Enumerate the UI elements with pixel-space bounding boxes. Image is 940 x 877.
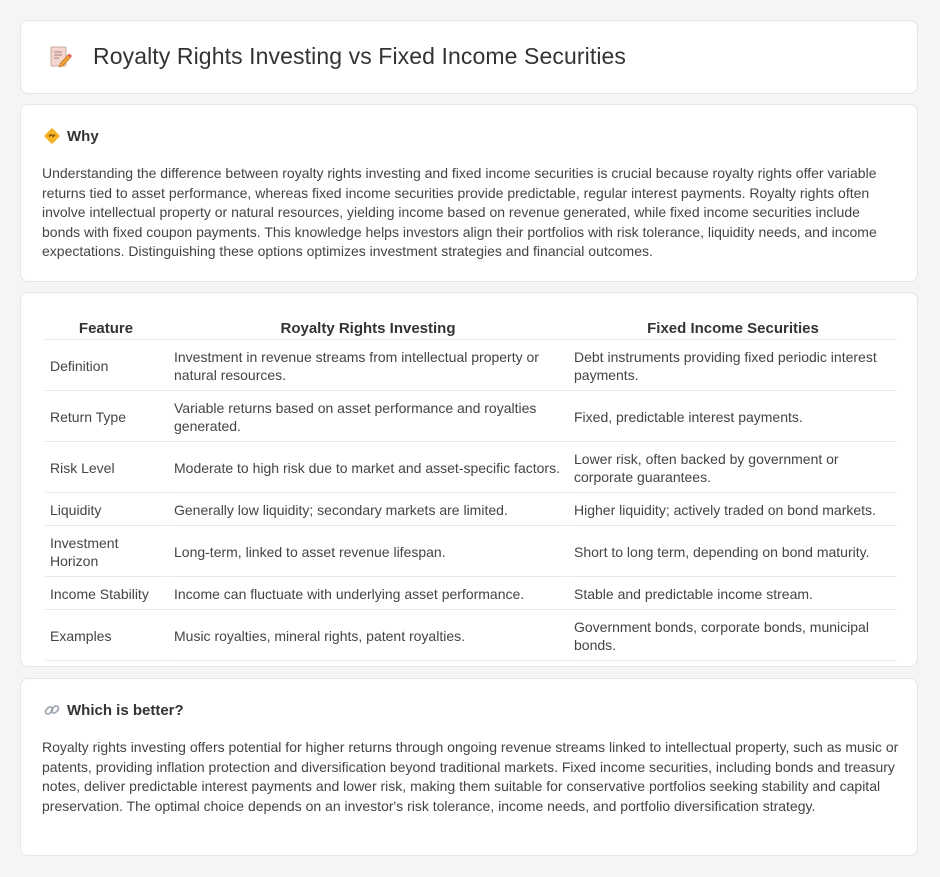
feature-cell: Return Type xyxy=(45,393,167,442)
fixed-income-cell: Higher liquidity; actively traded on bond markets. xyxy=(569,495,897,526)
fixed-income-cell: Debt instruments providing fixed periodic interest payments. xyxy=(569,342,897,391)
why-text: Understanding the difference between royalty rights investing and fixed income securities is crucial because royalty rights offer variable returns tied to asset performance, whereas fixed income securities provide predictable, regular interest payments. Royalty rights often involve intellectual property or natural resources, yielding income based on revenue generated, while fixed income securities include bonds with fixed coupon payments. This knowledge helps investors align their portfolios with risk tolerance, liquidity needs, and income expectations. Distinguishing these options optimizes investment strategies and financial outcomes. xyxy=(42,165,877,260)
why-heading xyxy=(43,127,99,145)
royalty-cell: Income can fluctuate with underlying asset performance. xyxy=(169,579,567,610)
royalty-cell: Moderate to high risk due to market and asset-specific factors. xyxy=(169,444,567,493)
fixed-income-cell: Lower risk, often backed by government or corporate guarantees. xyxy=(569,444,897,493)
header-feature: Feature xyxy=(45,317,167,340)
feature-cell: Definition xyxy=(45,342,167,391)
better-title: Which is better? xyxy=(67,701,184,719)
why-title: Why xyxy=(67,127,99,145)
table-row xyxy=(45,393,897,442)
feature-cell: Income Stability xyxy=(45,579,167,610)
table-row xyxy=(45,612,897,661)
royalty-cell: Music royalties, mineral rights, patent royalties. xyxy=(169,612,567,661)
comparison-card xyxy=(20,292,918,667)
table-header-row xyxy=(45,317,897,340)
fixed-income-cell: Stable and predictable income stream. xyxy=(569,579,897,610)
title-row xyxy=(47,43,626,70)
comparison-table xyxy=(43,315,899,663)
link-icon xyxy=(43,701,61,719)
table-row xyxy=(45,342,897,391)
page-title: Royalty Rights Investing vs Fixed Income Securities xyxy=(93,43,627,69)
fixed-income-cell: Short to long term, depending on bond maturity. xyxy=(569,528,897,577)
why-card xyxy=(20,104,918,282)
document-edit-icon xyxy=(47,44,73,70)
fixed-income-cell: Fixed, predictable interest payments. xyxy=(569,393,897,442)
royalty-cell: Generally low liquidity; secondary markets are limited. xyxy=(169,495,567,526)
royalty-cell: Variable returns based on asset performance and royalties generated. xyxy=(169,393,567,442)
better-heading xyxy=(43,701,184,719)
header-royalty: Royalty Rights Investing xyxy=(169,317,567,340)
fixed-income-cell: Government bonds, corporate bonds, municipal bonds. xyxy=(569,612,897,661)
header-fixed-income: Fixed Income Securities xyxy=(569,317,897,340)
diamond-warning-icon xyxy=(43,127,61,145)
table-row xyxy=(45,444,897,493)
table-row xyxy=(45,528,897,577)
feature-cell: Examples xyxy=(45,612,167,661)
feature-cell: Risk Level xyxy=(45,444,167,493)
feature-cell: Liquidity xyxy=(45,495,167,526)
title-card xyxy=(20,20,918,94)
table-row xyxy=(45,495,897,526)
royalty-cell: Investment in revenue streams from intellectual property or natural resources. xyxy=(169,342,567,391)
better-text: Royalty rights investing offers potential for higher returns through ongoing revenue streams linked to intellectual property, such as music or patents, providing inflation protection and diversification beyond traditional markets. Fixed income securities, including bonds and treasury notes, deliver predictable interest payments and lower risk, making them suitable for conservative portfolios seeking stability and capital preservation. The optimal choice depends on an investor's risk tolerance, income needs, and portfolio diversification strategy. xyxy=(42,739,899,814)
feature-cell: Investment Horizon xyxy=(45,528,167,577)
royalty-cell: Long-term, linked to asset revenue lifespan. xyxy=(169,528,567,577)
table-row xyxy=(45,579,897,610)
which-better-card xyxy=(20,678,918,856)
